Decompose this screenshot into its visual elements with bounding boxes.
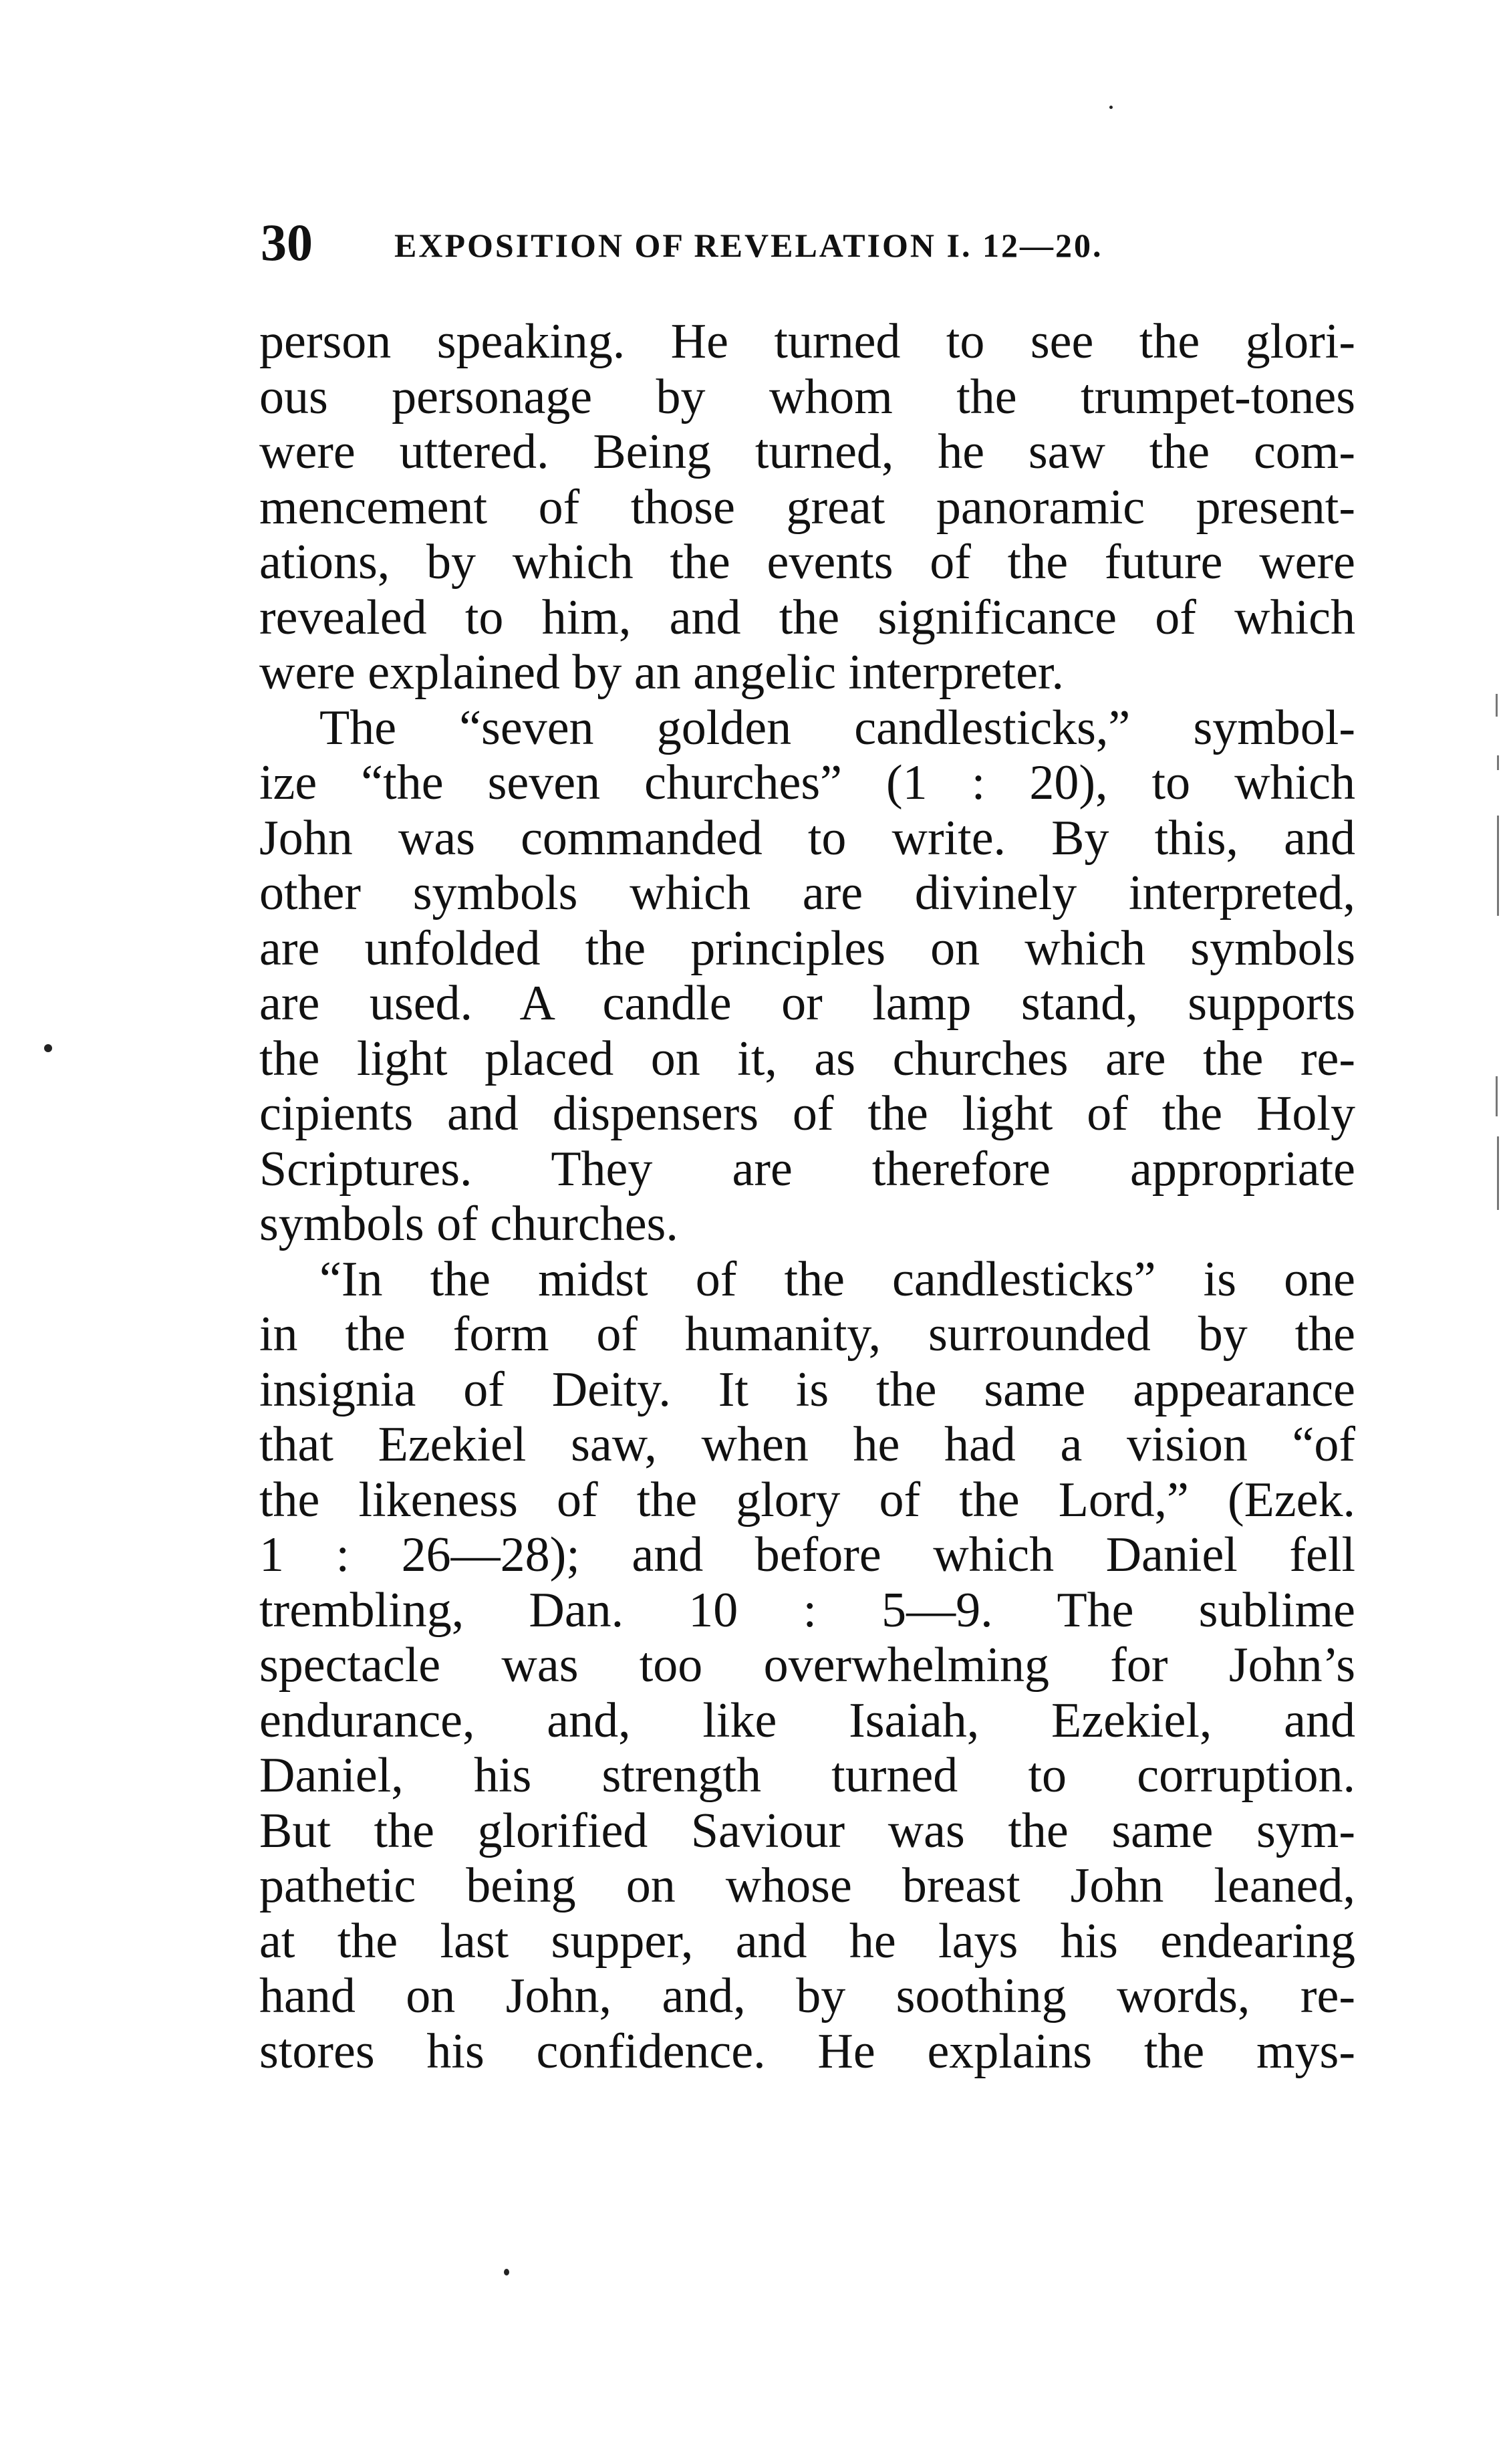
text-line: 1 : 26—28); and before which Daniel fell [259,1527,1355,1582]
text-line: at the last supper, and he lays his endearing [259,1913,1355,1969]
text-line: John was commanded to write. By this, and [259,810,1355,866]
page-number: 30 [261,213,313,271]
text-line: insignia of Deity. It is the same appearance [259,1362,1355,1417]
text-line: symbols of churches. [259,1197,678,1251]
text-line: stores his confidence. He explains the mys- [259,2023,1355,2079]
text-line: But the glorified Saviour was the same sym- [259,1803,1355,1858]
text-line: Daniel, his strength turned to corruption. [259,1748,1355,1803]
text-line: mencement of those great panoramic present- [259,479,1355,535]
text-line: ations, by which the events of the future were [259,535,1355,590]
text-line: the light placed on it, as churches are the re- [259,1031,1355,1086]
scan-margin-mark [1497,816,1499,916]
text-line: the likeness of the glory of the Lord,” (Ezek. [259,1472,1355,1527]
text-line: The “seven golden candlesticks,” symbol- [319,700,1355,755]
text-line: in the form of humanity, surrounded by the [259,1307,1355,1362]
scan-margin-mark [1496,1076,1498,1116]
text-line: that Ezekiel saw, when he had a vision “of [259,1417,1355,1472]
page-header [261,213,1223,273]
text-line: ize “the seven churches” (1 : 20), to which [259,755,1355,810]
text-line: are used. A candle or lamp stand, supports [259,976,1355,1031]
text-line: revealed to him, and the significance of which [259,590,1355,645]
body-text [259,314,1355,2079]
text-line: trembling, Dan. 10 : 5—9. The sublime [259,1582,1355,1638]
scan-margin-mark [1497,1136,1499,1210]
scan-margin-mark [1497,755,1499,770]
text-line: ous personage by whom the trumpet-tones [259,369,1355,424]
text-line: pathetic being on whose breast John leaned, [259,1858,1355,1913]
scan-speck [504,2269,509,2275]
text-line: endurance, and, like Isaiah, Ezekiel, and [259,1693,1355,1748]
text-line: were explained by an angelic interpreter. [259,645,1064,700]
text-line: hand on John, and, by soothing words, re- [259,1969,1355,2023]
text-line: are unfolded the principles on which symbols [259,920,1355,976]
running-head: EXPOSITION OF REVELATION I. 12—20. [394,227,1103,264]
scan-speck [44,1044,52,1052]
text-line: spectacle was too overwhelming for John’s [259,1638,1355,1693]
text-line: “In the midst of the candlesticks” is one [319,1251,1355,1307]
scan-margin-mark [1496,694,1498,717]
text-line: cipients and dispensers of the light of the Holy [259,1086,1355,1141]
text-line: person speaking. He turned to see the glori- [259,314,1355,369]
text-line: were uttered. Being turned, he saw the com- [259,424,1355,479]
text-line: other symbols which are divinely interpreted, [259,866,1355,920]
text-line: Scriptures. They are therefore appropriate [259,1141,1355,1197]
scan-speck [1109,106,1113,109]
